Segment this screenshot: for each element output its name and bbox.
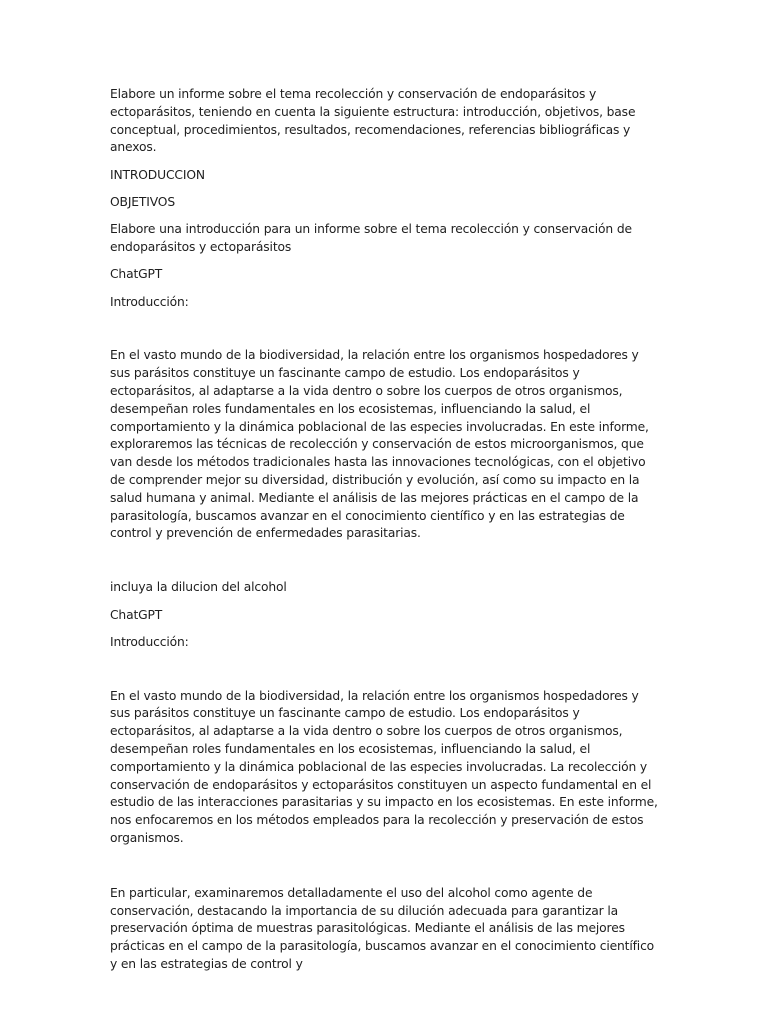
body-paragraph: En particular, examinaremos detalladamente el uso del alcohol como agente de conservación, destacando la importancia de su dilución adecuada para garantizar la preservación óptima de muestras parasitológicas. Mediante el análisis de las mejores prácticas en el campo de la parasitología, buscamos avanzar en el conocimiento científico y en las estrategias de control y xyxy=(110,885,655,971)
author-label: ChatGPT xyxy=(110,607,163,622)
intro-label: Introducción: xyxy=(110,634,189,649)
heading-introduccion: INTRODUCCION xyxy=(110,167,205,182)
body-paragraph: En el vasto mundo de la biodiversidad, la relación entre los organismos hospedadores y sus parásitos constituye un fascinante campo de estudio. Los endoparásitos y ectoparásitos, al adaptarse a la vida dentro o sobre los cuerpos de otros organismos, desempeñan roles fundamentales en los ecosistemas, influenciando la salud, el comportamiento y la dinámica poblacional de las especies involucradas. En este informe, exploraremos las técnicas de recolección y conservación de estos microorganismos, que van desde los métodos tradicionales hasta las innovaciones tecnológicas, con el objetivo de comprender mejor su diversidad, distribución y evolución, así como su impacto en la salud humana y animal. Mediante el análisis de las mejores prácticas en el campo de la parasitología, buscamos avanzar en el conocimiento científico y en las estrategias de control y prevención de enfermedades parasitarias. xyxy=(110,348,649,541)
intro-label: Introducción: xyxy=(110,294,189,309)
prompt-paragraph: Elabore una introducción para un informe sobre el tema recolección y conservación de endoparásitos y ectoparásitos xyxy=(110,222,632,255)
author-label: ChatGPT xyxy=(110,267,163,282)
prompt-paragraph: Elabore un informe sobre el tema recolección y conservación de endoparásitos y ectoparásitos, teniendo en cuenta la siguiente estructura: introducción, objetivos, base conceptual, procedimientos, resultados, recomendaciones, referencias bibliográficas y anexos. xyxy=(110,87,636,155)
body-paragraph: En el vasto mundo de la biodiversidad, la relación entre los organismos hospedadores y sus parásitos constituye un fascinante campo de estudio. Los endoparásitos y ectoparásitos, al adaptarse a la vida dentro o sobre los cuerpos de otros organismos, desempeñan roles fundamentales en los ecosistemas, influenciando la salud, el comportamiento y la dinámica poblacional de las especies involucradas. La recolección y conservación de endoparásitos y ectoparásitos constituyen un aspecto fundamental en el estudio de las interacciones parasitarias y su impacto en los ecosistemas. En este informe, nos enfocaremos en los métodos empleados para la recolección y preservación de estos organismos. xyxy=(110,688,658,845)
heading-objetivos: OBJETIVOS xyxy=(110,194,175,209)
document-body xyxy=(110,86,658,974)
prompt-paragraph: incluya la dilucion del alcohol xyxy=(110,580,287,595)
